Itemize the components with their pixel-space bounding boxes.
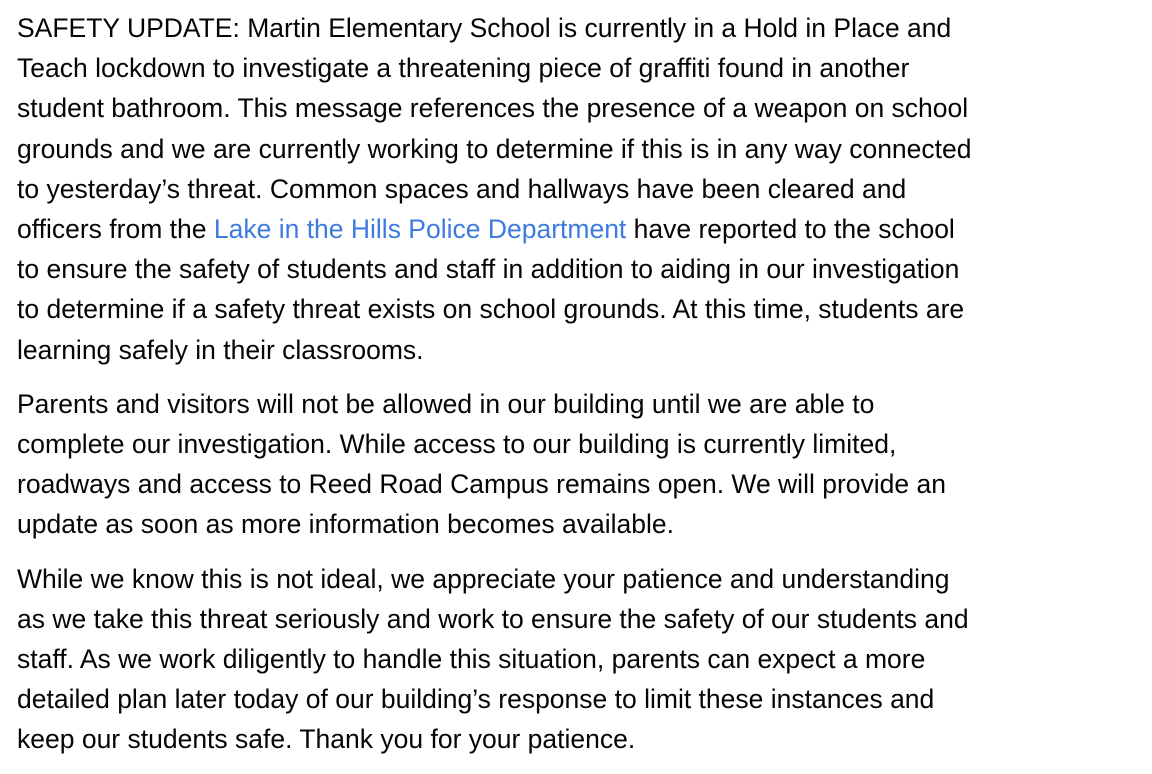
text-line: student bathroom. This message references the presence of a weapon on school <box>17 93 969 124</box>
text-line-with-link <box>17 209 1145 249</box>
text-line: to ensure the safety of students and staff in addition to aiding in our investigation <box>17 254 960 285</box>
police-department-link[interactable]: Lake in the Hills Police Department <box>213 214 627 245</box>
text-line: learning safely in their classrooms. <box>17 334 424 365</box>
text-line: SAFETY UPDATE: Martin Elementary School is currently in a Hold in Place and <box>17 13 952 43</box>
text-line: Parents and visitors will not be allowed in our building until we are able to <box>17 388 875 419</box>
post-body <box>17 8 1145 774</box>
text-segment: officers from the <box>17 214 214 245</box>
paragraph-2 <box>17 384 1145 545</box>
text-line: as we take this threat seriously and work to ensure the safety of our students and <box>17 603 969 634</box>
text-line: to determine if a safety threat exists on school grounds. At this time, students are <box>17 294 965 325</box>
text-line: to yesterday’s threat. Common spaces and hallways have been cleared and <box>17 173 907 204</box>
paragraph-3 <box>17 559 1145 760</box>
text-line: While we know this is not ideal, we appreciate your patience and understanding <box>17 563 950 594</box>
text-line: detailed plan later today of our building’s response to limit these instances and <box>17 684 935 715</box>
text-line: keep our students safe. Thank you for your patience. <box>17 724 636 755</box>
text-line: Teach lockdown to investigate a threatening piece of graffiti found in another <box>17 53 910 84</box>
text-line: complete our investigation. While access to our building is currently limited, <box>17 429 897 460</box>
text-line: grounds and we are currently working to determine if this is in any way connected <box>17 133 972 164</box>
text-line: update as soon as more information becomes available. <box>17 509 674 540</box>
paragraph-1 <box>17 8 1145 370</box>
text-line: roadways and access to Reed Road Campus remains open. We will provide an <box>17 469 946 500</box>
text-segment: have reported to the school <box>626 214 955 245</box>
text-line: staff. As we work diligently to handle this situation, parents can expect a more <box>17 644 926 675</box>
